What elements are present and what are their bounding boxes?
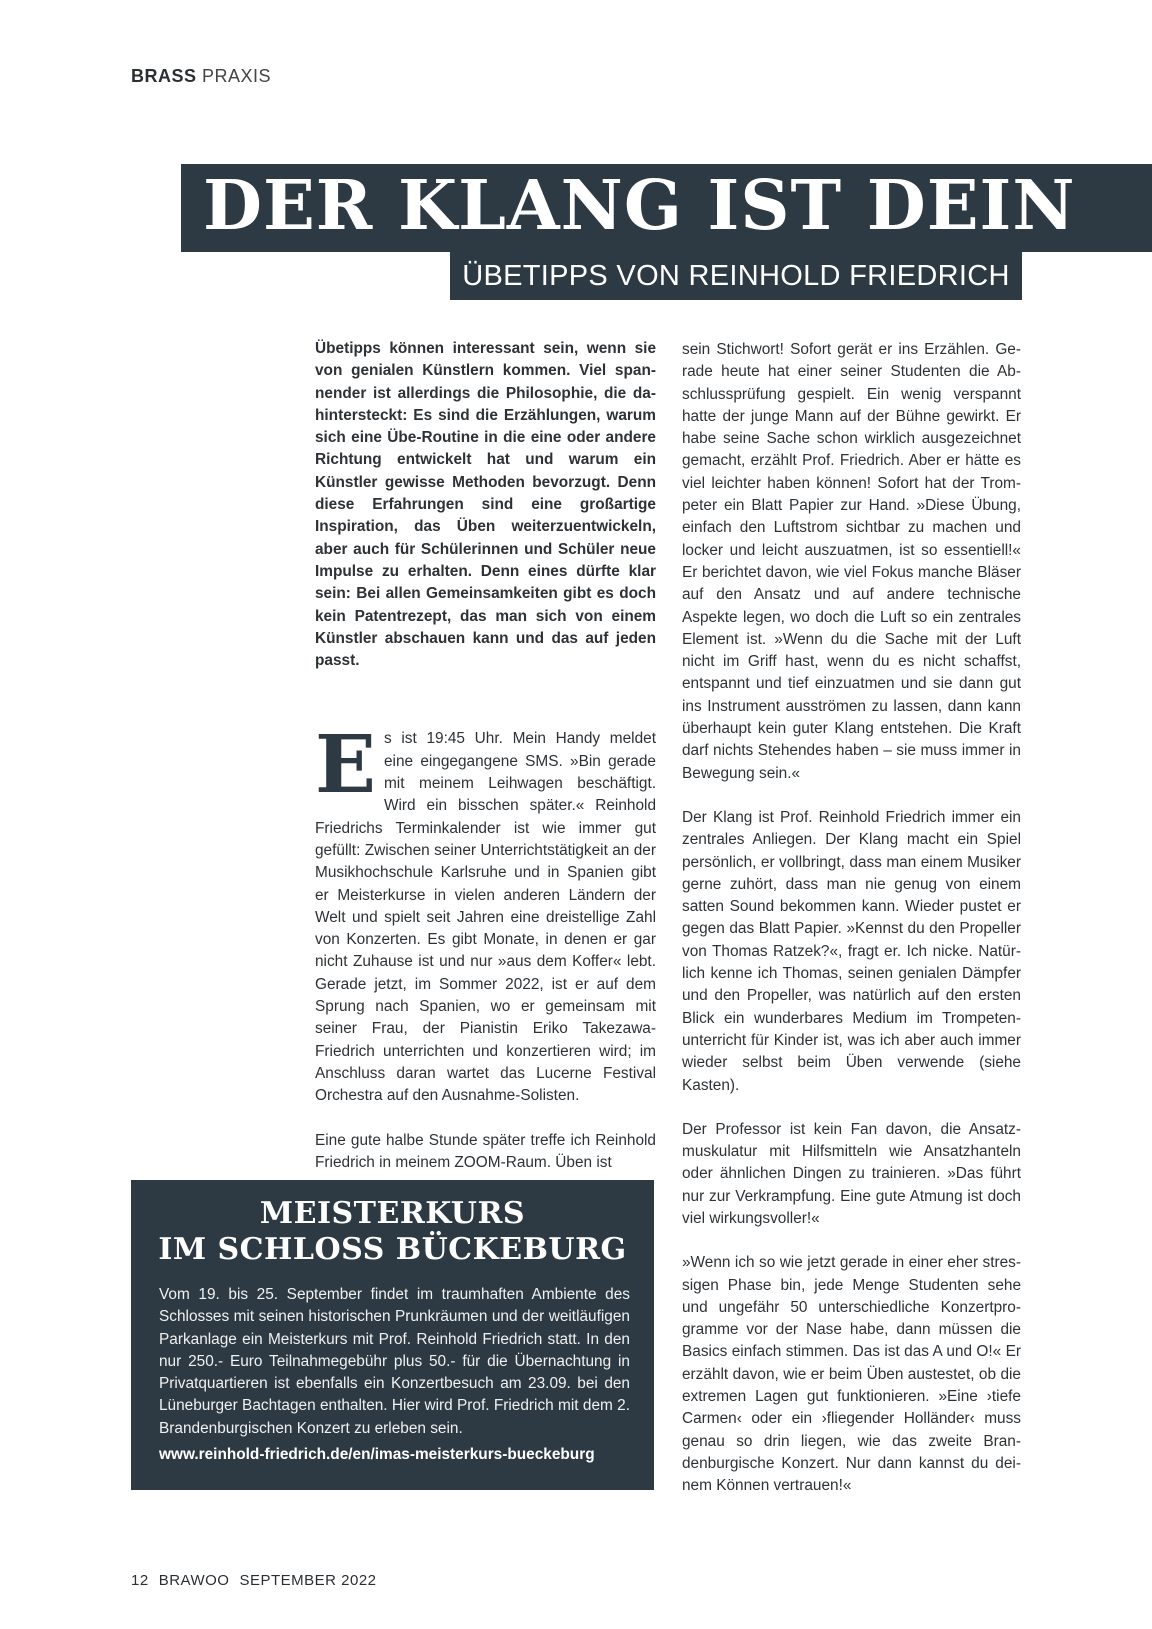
info-box-title: [131, 1196, 654, 1268]
article-column-right: [682, 339, 1021, 1498]
info-box-link[interactable]: www.reinhold-friedrich.de/en/imas-meisterkurs-bueckeburg: [159, 1446, 595, 1463]
article-subtitle: ÜBETIPPS VON REINHOLD FRIEDRICH: [462, 260, 1010, 292]
article-column-left: [315, 338, 656, 1174]
info-box-title-line-2: IM SCHLOSS BÜCKEBURG: [158, 1232, 627, 1267]
article-paragraph-6: »Wenn ich so wie jetzt gerade in einer eher stressigen Phase bin, jede Menge Studenten sehe und ungefähr 50 unterschiedliche Konzertprogramme vor der Nase habe, dann müssen die Basics einfach stimmen. Das ist das A und O!« Er erzählt davon, wie er beim Üben austestet, ob die extremen Lagen gut funktionieren. »Eine ›tiefe Carmen‹ oder ein ›fliegender Holländer‹ muss genau so drin liegen, wie das zweite Brandenburgische Konzert. Nur dann kannst du deinem Können vertrauen!«: [682, 1254, 1021, 1495]
section-tag-light: PRAXIS: [202, 66, 272, 86]
article-paragraph-5: Der Professor ist kein Fan davon, die Ansatzmuskulatur mit Hilfsmitteln wie Ansatzhanteln oder ähnlichen Dingen zu trainieren. »Das führt nur zur Verkrampfung. Eine gute Atmung ist doch viel wirkungsvoller!«: [682, 1120, 1021, 1227]
page-number: 12: [131, 1572, 149, 1589]
issue-date: SEPTEMBER 2022: [239, 1572, 377, 1589]
paragraph-1-text: s ist 19:45 Uhr. Mein Handy meldet eine eingegangene SMS. »Bin gerade mit meinem Leihwagen beschäftigt. Wird ein bisschen später.« Reinhold Friedrichs Terminkalender ist wie immer gut gefüllt: Zwischen seiner Unterrichtstätigkeit an der Musikhochschule Karlsruhe und in Spanien gibt er Meisterkurse in vielen anderen Ländern der Welt und spielt seit Jahren eine dreistellige Zahl von Konzerten. Es gibt Monate, in denen er gar nicht Zuhause ist und nur »aus dem Koffer« lebt. Gerade jetzt, im Sommer 2022, ist er auf dem Sprung nach Spanien, wo er gemeinsam mit seiner Frau, der Pianistin Eriko Takezawa-Friedrich unterrichten und konzertieren wird; im Anschluss daran wartet das Lucerne Festival Orchestra auf den Ausnahme-Solisten.: [315, 730, 656, 1105]
info-box-title-line-1: MEISTERKURS: [259, 1196, 526, 1231]
article-lead: Übetipps können interessant sein, wenn sie von genialen Künstlern kommen. Viel spannender ist allerdings die Philosophie, die dahintersteckt: Es sind die Erzählungen, warum sich eine Übe-Routine in die eine oder andere Richtung entwickelt hat und warum ein Künstler gewisse Methoden bevorzugt. Denn diese Erfahrungen sind eine großartige Inspiration, das Üben weiterzuentwickeln, aber auch für Schülerinnen und Schüler neue Impulse zu erhalten. Denn eines dürfte klar sein: Bei allen Gemeinsamkeiten gibt es doch kein Patentrezept, das man sich von einem Künstler abschauen kann und das auf jeden passt.: [315, 340, 656, 670]
drop-cap: E: [315, 717, 376, 812]
section-tag: [131, 66, 271, 87]
article-paragraph-2: Eine gute halbe Stunde später treffe ich Reinhold Friedrich in meinem ZOOM-Raum. Üben ist: [315, 1131, 656, 1171]
article-paragraph-1: [315, 717, 656, 1107]
page-footer: [131, 1572, 387, 1589]
article-paragraph-3: sein Stichwort! Sofort gerät er ins Erzählen. Gerade heute hat einer seiner Studenten die Abschlussprüfung gespielt. Ein wenig verspannt hatte der junge Mann auf der Bühne gewirkt. Er habe seine Sache schon wirklich ausgezeichnet gemacht, erzählt Prof. Friedrich. Aber er hätte es viel leichter haben können! Sofort hat der Trompeter ein Blatt Papier zur Hand. »Diese Übung, einfach den Luftstrom sichtbar zu machen und locker und leicht auszuatmen, ist so essentiell!« Er berichtet davon, wie viel Fokus manche Bläser auf den Ansatz und auf andere technische Aspekte legen, wo doch die Luft so ein zentrales Element ist. »Wenn du die Sache mit der Luft nicht im Griff hast, wenn du es nicht schaffst, entspannt und tief einzuatmen und sie dann gut ins Instrument ausströmen zu lassen, dann kann überhaupt kein guter Klang entstehen. Die Kraft darf nichts Stehendes haben – sie muss immer in Bewegung sein.«: [682, 341, 1021, 782]
article-title: DER KLANG IST DEIN: [203, 166, 1076, 246]
section-tag-bold: BRASS: [131, 66, 197, 86]
magazine-name: BRAWOO: [158, 1572, 230, 1589]
info-box: [131, 1180, 654, 1490]
info-box-body: Vom 19. bis 25. September findet im traumhaften Ambiente des Schlosses mit seinen historischen Prunkräumen und der weitläufigen Parkanlage ein Meisterkurs mit Prof. Reinhold Friedrich statt. In den nur 250.- Euro Teilnahmegebühr plus 50.- für die Übernachtung in Privatquartieren ist ebenfalls ein Konzertbesuch am 23.09. bei den Lüneburger Bachtagen enthalten. Hier wird Prof. Friedrich mit dem 2. Brandenburgischen Konzert zu erleben sein.: [159, 1286, 630, 1437]
article-paragraph-4: Der Klang ist Prof. Reinhold Friedrich immer ein zentrales Anliegen. Der Klang macht ein Spiel persönlich, er vollbringt, dass man einem Musiker gerne zuhört, dass man nie genug von einem satten Sound bekommen kann. Wieder pustet er gegen das Blatt Papier. »Kennst du den Propeller von Thomas Ratzek?«, fragt er. Ich nicke. Natürlich kenne ich Thomas, seinen genialen Dämpfer und den Propeller, was natürlich auf den ersten Blick ein wunderbares Medium im Trompetenunterricht für Kinder ist, was ich aber auch immer wieder selbst beim Üben verwende (siehe Kasten).: [682, 808, 1021, 1094]
